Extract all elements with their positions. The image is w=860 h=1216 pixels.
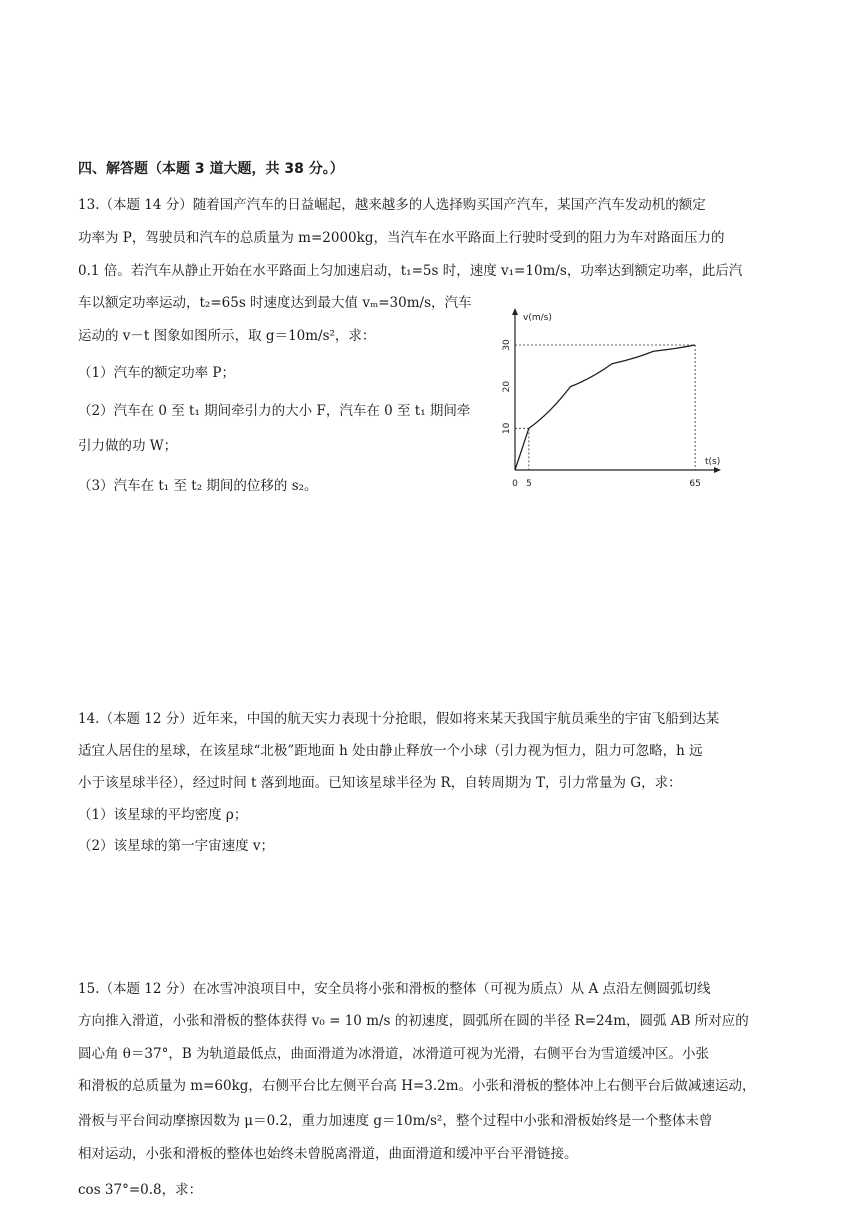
q14-part-2: （2）该星球的第一宇宙速度 v； — [78, 838, 275, 854]
y-axis-arrow — [512, 308, 518, 315]
y-axis-label: v(m/s) — [523, 313, 552, 323]
q15-line-7: cos 37°=0.8，求： — [78, 1182, 203, 1198]
chart-axes — [512, 308, 721, 473]
q15-line-5: 滑板与平台间动摩擦因数为 μ＝0.2，重力加速度 g＝10m/s²，整个过程中小张和滑板始终是一个整体未曾 — [78, 1113, 713, 1129]
y-tick-label-30: 30 — [502, 339, 512, 351]
q14-line-3: 小于该星球半径），经过时间 t 落到地面。已知该星球半径为 R，自转周期为 T，引力常量为 G，求： — [78, 775, 682, 791]
q13-line-4: 车以额定功率运动，t₂=65s 时速度达到最大值 vₘ=30m/s，汽车 — [78, 295, 472, 311]
x-tick-label-65: 65 — [689, 479, 701, 489]
vt-chart — [495, 306, 725, 496]
q13-part-2-cont: 引力做的功 W； — [78, 438, 178, 454]
q14-line-1: 14.（本题 12 分）近年来，中国的航天实力表现十分抢眼，假如将来某天我国宇航员乘坐的宇宙飞船到达某 — [78, 711, 720, 727]
chart-labels — [502, 313, 720, 489]
q15-line-3: 圆心角 θ＝37°，B 为轨道最低点，曲面滑道为冰滑道，冰滑道可视为光滑，右侧平台为雪道缓冲区。小张 — [78, 1046, 710, 1062]
q14-part-1: （1）该星球的平均密度 ρ； — [78, 807, 248, 823]
q15-line-2: 方向推入滑道，小张和滑板的整体获得 v₀ = 10 m/s 的初速度，圆弧所在圆的半径 R=24m，圆弧 AB 所对应的 — [78, 1013, 749, 1029]
q13-line-3: 0.1 倍。若汽车从静止开始在水平路面上匀加速启动，t₁=5s 时，速度 v₁=10m/s，功率达到额定功率，此后汽 — [78, 263, 743, 279]
x-axis-label: t(s) — [705, 457, 721, 467]
chart-guides — [515, 345, 695, 470]
x-tick-label-0: 0 — [512, 479, 518, 489]
section-title: 四、解答题（本题 3 道大题，共 38 分。） — [78, 161, 344, 177]
q13-part-2: （2）汽车在 0 至 t₁ 期间牵引力的大小 F，汽车在 0 至 t₁ 期间牵 — [78, 403, 471, 419]
y-tick-label-20: 20 — [502, 380, 512, 393]
q15-line-4: 和滑板的总质量为 m=60kg，右侧平台比左侧平台高 H=3.2m。小张和滑板的整体冲上右侧平台后做减速运动， — [78, 1078, 756, 1094]
chart-series — [515, 345, 695, 470]
x-tick-label-5: 5 — [525, 479, 532, 489]
q15-line-1: 15.（本题 12 分）在冰雪冲浪项目中，安全员将小张和滑板的整体（可视为质点）从 A 点沿左侧圆弧切线 — [78, 981, 711, 997]
q13-part-3: （3）汽车在 t₁ 至 t₂ 期间的位移的 s₂。 — [78, 478, 318, 494]
q13-line-1: 13.（本题 14 分）随着国产汽车的日益崛起，越来越多的人选择购买国产汽车，某国产汽车发动机的额定 — [78, 197, 706, 213]
x-axis-arrow — [714, 467, 721, 473]
q13-part-1: （1）汽车的额定功率 P； — [78, 365, 235, 381]
q14-line-2: 适宜人居住的星球，在该星球“北极”距地面 h 处由静止释放一个小球（引力视为恒力，阻力可忽略，h 远 — [78, 743, 703, 759]
series-segment-0 — [515, 428, 529, 470]
series-segment-1 — [529, 345, 695, 428]
q13-line-2: 功率为 P，驾驶员和汽车的总质量为 m=2000kg，当汽车在水平路面上行驶时受到的阻力为车对路面压力的 — [78, 230, 725, 246]
y-tick-label-10: 10 — [502, 422, 512, 435]
q13-line-5: 运动的 v－t 图象如图所示，取 g＝10m/s²，求： — [78, 328, 376, 344]
q15-line-6: 相对运动，小张和滑板的整体也始终未曾脱离滑道，曲面滑道和缓冲平台平滑链接。 — [78, 1146, 578, 1162]
